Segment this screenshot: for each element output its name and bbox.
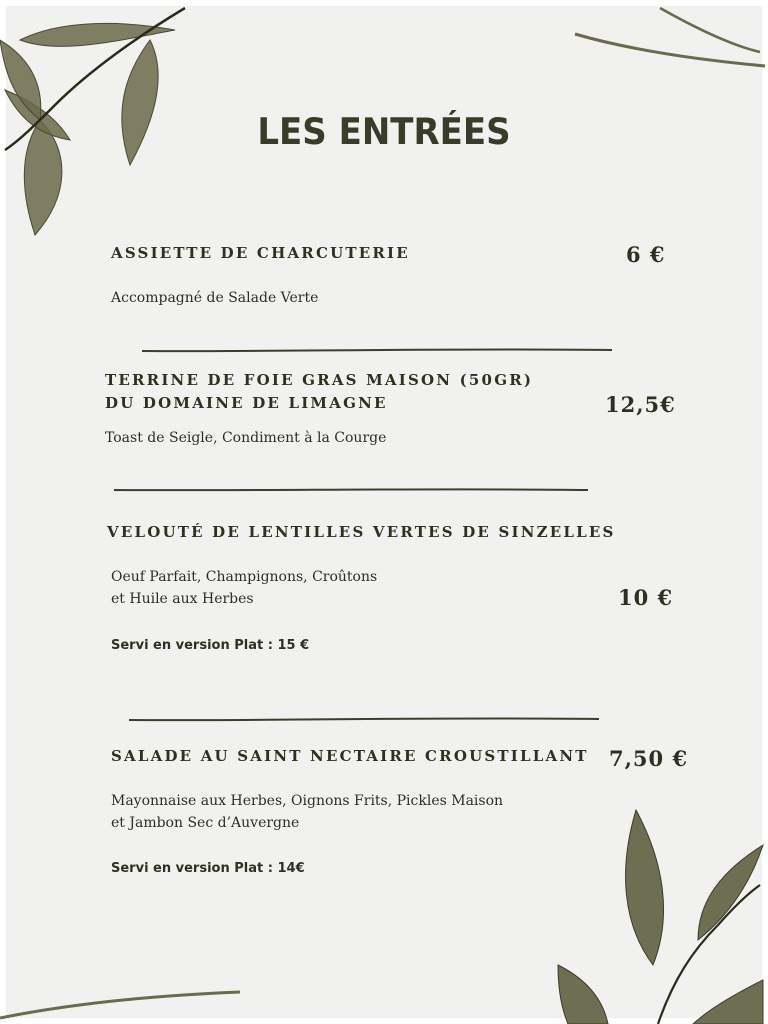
separator-line: [127, 714, 602, 724]
dish-description: Accompagné de Salade Verte: [111, 290, 319, 306]
dish-price: 10 €: [618, 585, 674, 610]
separator-line: [112, 485, 592, 495]
dish-price: 12,5€: [605, 392, 676, 417]
dish-description: Mayonnaise aux Herbes, Oignons Frits, Pickles Maison et Jambon Sec d’Auvergne: [111, 793, 504, 831]
leaf-branch-bottom-right-icon: [548, 800, 768, 1024]
dish-description: Toast de Seigle, Condiment à la Courge: [105, 430, 387, 446]
dish-name: SALADE AU SAINT NECTAIRE CROUSTILLANT: [111, 747, 589, 765]
dish-price: 7,50 €: [609, 746, 689, 771]
page-title: LES ENTRÉES: [257, 110, 511, 154]
brush-stroke-top-right-icon: [560, 0, 768, 80]
dish-price: 6 €: [626, 242, 666, 267]
brush-stroke-bottom-left-icon: [0, 980, 260, 1024]
separator-line: [140, 345, 615, 355]
dish-name: ASSIETTE DE CHARCUTERIE: [111, 244, 410, 262]
dish-description: Oeuf Parfait, Champignons, Croûtons et Huile aux Herbes: [111, 569, 378, 607]
dish-name: VELOUTÉ DE LENTILLES VERTES DE SINZELLES: [107, 523, 616, 541]
dish-note: Servi en version Plat : 15 €: [111, 638, 310, 653]
dish-name: TERRINE DE FOIE GRAS MAISON (50GR) DU DOMAINE DE LIMAGNE: [105, 371, 534, 412]
dish-note: Servi en version Plat : 14€: [111, 861, 305, 876]
